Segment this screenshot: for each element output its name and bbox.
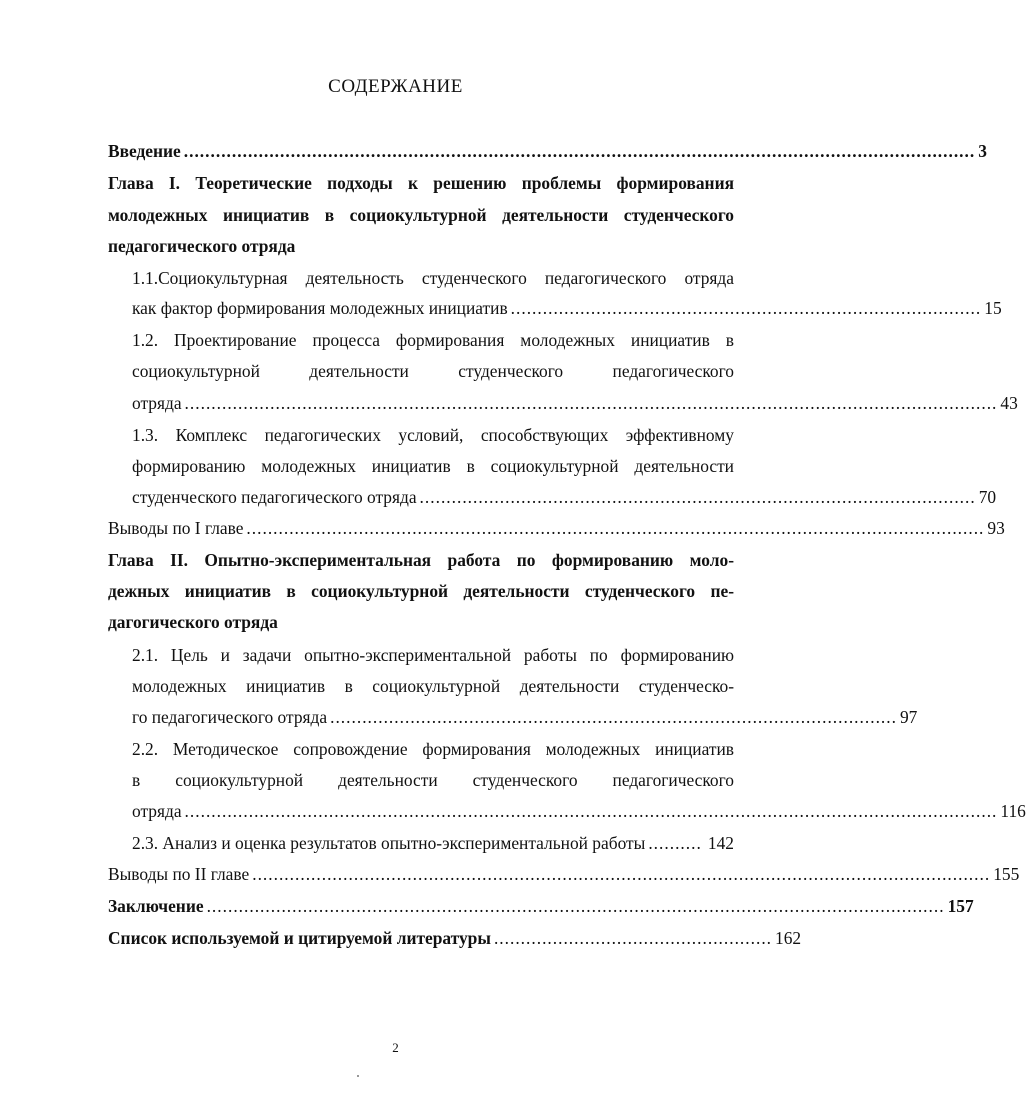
leader-dots: ........................................................................................................................................................ — [184, 801, 998, 821]
toc-section-1-3-line-1[interactable]: 1.3. Комплекс педагогических условий, способствующих эффективному — [132, 425, 734, 445]
toc-page: 116 — [1000, 801, 1026, 821]
toc-page: 15 — [984, 298, 1002, 318]
page-number: 2 — [392, 1040, 399, 1055]
toc-label: как фактор формирования молодежных инициатив — [132, 298, 508, 318]
toc-entry-references[interactable] — [108, 927, 802, 949]
toc-section-1-1-line-1[interactable]: 1.1.Социокультурная деятельность студенческого педагогического отряда — [132, 268, 734, 288]
leader-dots: .......................................................................................................................................... — [206, 896, 945, 916]
toc-page: 142 — [707, 833, 734, 853]
toc-label: Введение — [108, 141, 181, 161]
toc-chapter-2-line-3[interactable]: дагогического отряда — [108, 612, 278, 632]
toc-page: 97 — [899, 707, 918, 727]
toc-chapter-2-line-2[interactable]: дежных инициатив в социокультурной деятельности студенческого пе- — [108, 581, 734, 601]
toc-section-2-1-line-3[interactable] — [132, 706, 918, 728]
toc-page: 157 — [947, 896, 974, 916]
toc-page: 43 — [1000, 393, 1018, 413]
leader-dots: .......................................................................................................... — [330, 707, 897, 727]
toc-label: 2.3. Анализ и оценка результатов опытно-экспериментальной работы — [132, 833, 646, 853]
toc-label: студенческого педагогического отряда — [132, 487, 417, 507]
toc-entry-conclusions-1[interactable] — [108, 517, 1005, 539]
leader-dots: ........................................................................................................................................................ — [184, 393, 998, 413]
toc-page: 155 — [993, 864, 1020, 884]
leader-dots: ........................................................................................ — [510, 298, 982, 318]
toc-section-2-2-line-2[interactable]: в социокультурной деятельности студенческого педагогического — [132, 770, 734, 790]
leader-dots: ........................................................................................................ — [419, 487, 976, 507]
toc-section-2-2-line-1[interactable]: 2.2. Методическое сопровождение формирования молодежных инициатив — [132, 739, 734, 759]
toc-entry-conclusion[interactable] — [108, 895, 974, 917]
toc-section-1-2-line-1[interactable]: 1.2. Проектирование процесса формирования молодежных инициатив в — [132, 330, 734, 350]
toc-chapter-2-line-1[interactable]: Глава II. Опытно-экспериментальная работа по формированию моло- — [108, 550, 734, 570]
toc-section-2-2-line-3[interactable] — [132, 800, 1026, 822]
toc-label: Выводы по I главе — [108, 518, 244, 538]
toc-section-1-2-line-3[interactable] — [132, 392, 1018, 414]
toc-entry-intro[interactable] — [108, 140, 987, 162]
toc-page: 3 — [978, 141, 987, 161]
leader-dots: .......... — [648, 833, 702, 853]
toc-chapter-1-line-2[interactable]: молодежных инициатив в социокультурной деятельности студенческого — [108, 205, 734, 225]
toc-page: 93 — [987, 518, 1005, 538]
leader-dots: .......................................................................................................................................... — [252, 864, 991, 884]
toc-page: 70 — [978, 487, 997, 507]
toc-section-2-3[interactable] — [132, 832, 734, 854]
toc-section-1-3-line-2[interactable]: формированию молодежных инициатив в социокультурной деятельности — [132, 456, 734, 476]
leader-dots: .......................................................................................................................................... — [246, 518, 985, 538]
toc-section-2-1-line-1[interactable]: 2.1. Цель и задачи опытно-экспериментальной работы по формированию — [132, 645, 734, 665]
toc-label: го педагогического отряда — [132, 707, 328, 727]
toc-label: Заключение — [108, 896, 204, 916]
toc-label: отряда — [132, 801, 182, 821]
page-title: СОДЕРЖАНИЕ — [328, 76, 463, 97]
toc-section-1-2-line-2[interactable]: социокультурной деятельности студенческого педагогического — [132, 361, 734, 381]
toc-section-2-1-line-2[interactable]: молодежных инициатив в социокультурной деятельности студенческо- — [132, 676, 734, 696]
leader-dots: .................................................... — [493, 928, 773, 948]
toc-label: Выводы по II главе — [108, 864, 250, 884]
scan-speck — [357, 1075, 359, 1077]
toc-label: отряда — [132, 393, 182, 413]
toc-label: Список используемой и цитируемой литературы — [108, 928, 491, 948]
toc-section-1-3-line-3[interactable] — [132, 486, 997, 508]
toc-page: 162 — [775, 928, 802, 948]
leader-dots: .................................................................................................................................................... — [183, 141, 976, 161]
toc-chapter-1-line-1[interactable]: Глава I. Теоретические подходы к решению проблемы формирования — [108, 173, 734, 193]
toc-section-1-1-line-2[interactable] — [132, 297, 1002, 319]
toc-chapter-1-line-3[interactable]: педагогического отряда — [108, 236, 296, 256]
toc-entry-conclusions-2[interactable] — [108, 863, 1020, 885]
